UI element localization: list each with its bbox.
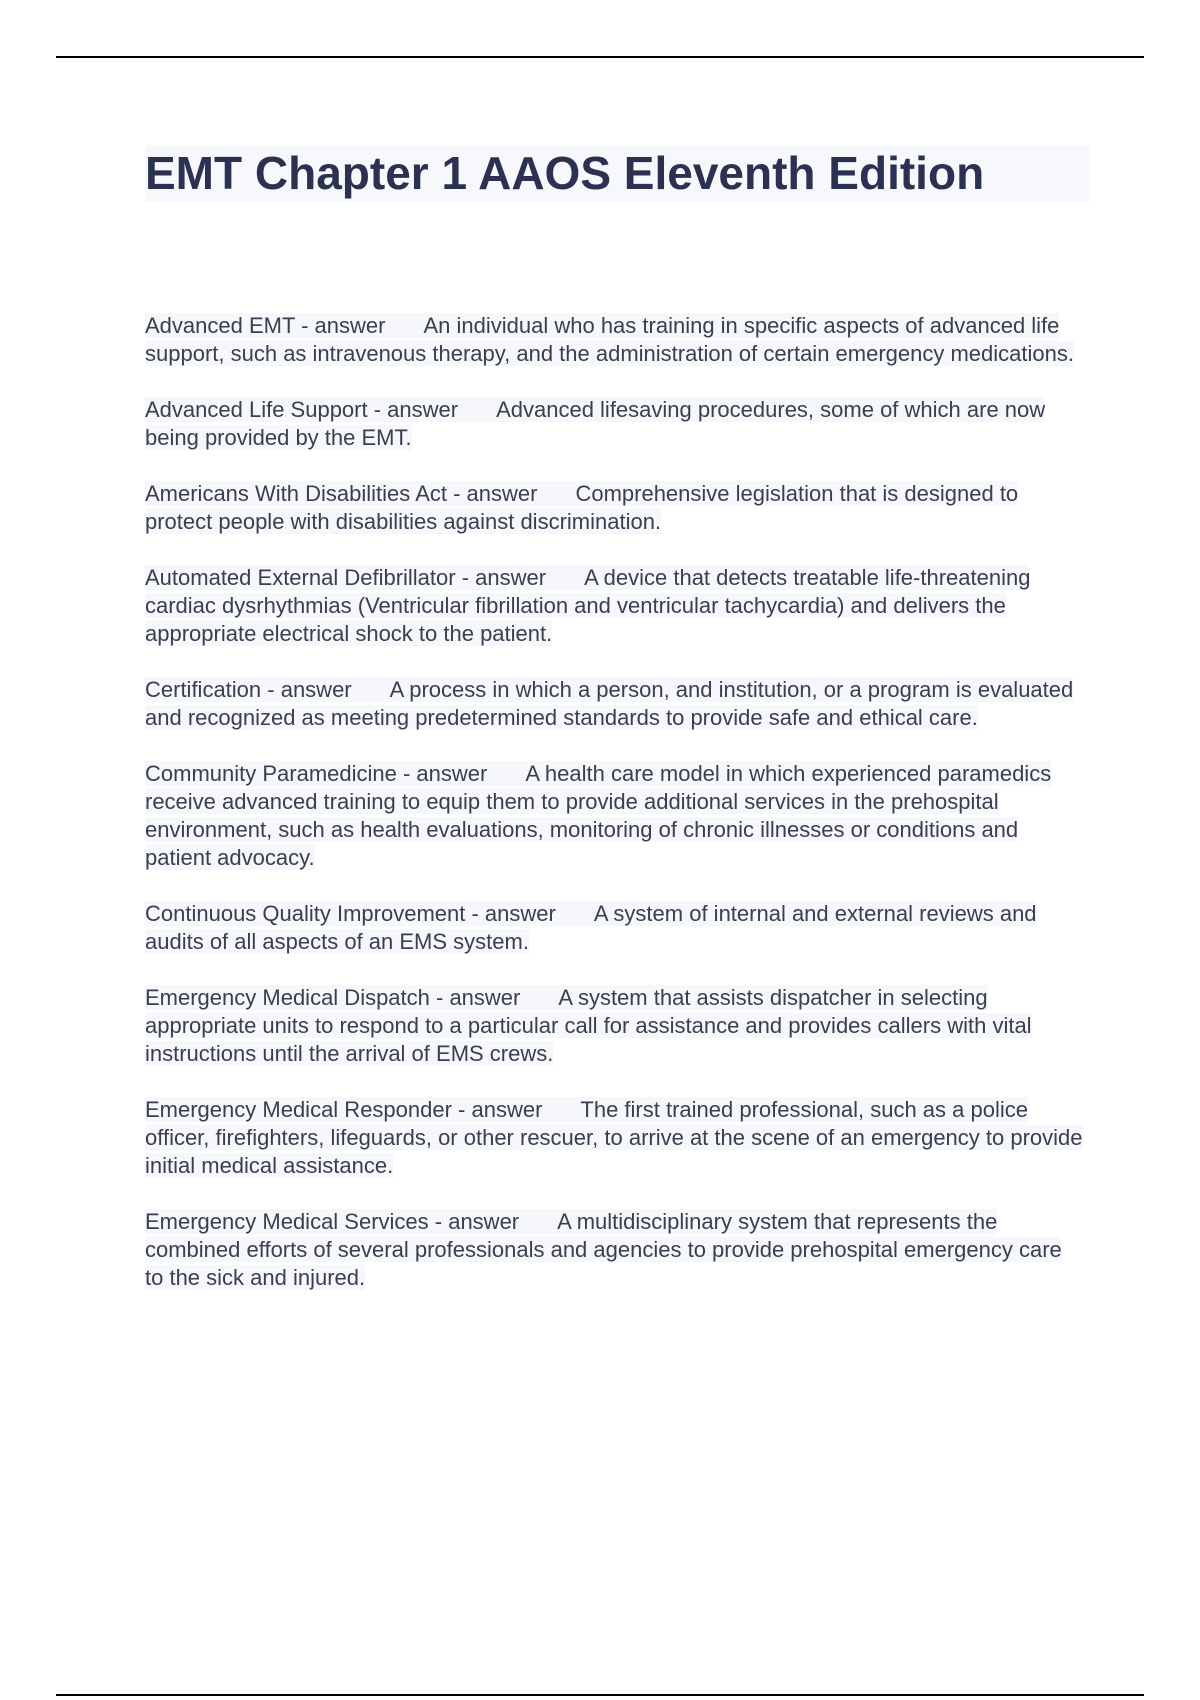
entry-definition: A system of internal and external reviews and audits of all aspects of an EMS system. bbox=[145, 901, 1037, 954]
entry-definition: Comprehensive legislation that is designed to protect people with disabilities against discrimination. bbox=[145, 481, 1019, 534]
entry-term: Emergency Medical Dispatch - answer bbox=[145, 985, 521, 1010]
bottom-rule bbox=[56, 1694, 1144, 1696]
glossary-entry bbox=[145, 760, 1085, 872]
glossary-entry bbox=[145, 312, 1085, 368]
entry-term: Advanced Life Support - answer bbox=[145, 397, 459, 422]
glossary-entry bbox=[145, 900, 1085, 956]
glossary-entry bbox=[145, 480, 1085, 536]
entry-term: Automated External Defibrillator - answer bbox=[145, 565, 547, 590]
entry-definition: Advanced lifesaving procedures, some of which are now being provided by the EMT. bbox=[145, 397, 1046, 450]
glossary-entry bbox=[145, 1208, 1085, 1292]
entry-definition: A device that detects treatable life-threatening cardiac dysrhythmias (Ventricular fibrillation and ventricular tachycardia) and delivers the appropriate electrical shock to the patient. bbox=[145, 565, 1031, 646]
entry-term: Emergency Medical Services - answer bbox=[145, 1209, 520, 1234]
glossary-entry bbox=[145, 1096, 1085, 1180]
entry-definition: A multidisciplinary system that represents the combined efforts of several professionals and agencies to provide prehospital emergency care to the sick and injured. bbox=[145, 1209, 1062, 1290]
glossary-entry bbox=[145, 564, 1085, 648]
glossary-entry bbox=[145, 396, 1085, 452]
entry-term: Continuous Quality Improvement - answer bbox=[145, 901, 556, 926]
entry-definition: A process in which a person, and institution, or a program is evaluated and recognized as meeting predetermined standards to provide safe and ethical care. bbox=[145, 677, 1074, 730]
page-title: EMT Chapter 1 AAOS Eleventh Edition bbox=[145, 147, 985, 199]
entry-definition: A health care model in which experienced paramedics receive advanced training to equip them to provide additional services in the prehospital environment, such as health evaluations, monitoring of chronic illnesses or conditions and patient advocacy. bbox=[145, 761, 1052, 870]
entry-term: Americans With Disabilities Act - answer bbox=[145, 481, 538, 506]
entry-term: Community Paramedicine - answer bbox=[145, 761, 488, 786]
entry-term: Emergency Medical Responder - answer bbox=[145, 1097, 543, 1122]
entry-definition: An individual who has training in specific aspects of advanced life support, such as intravenous therapy, and the administration of certain emergency medications. bbox=[145, 313, 1074, 366]
entry-definition: The first trained professional, such as a police officer, firefighters, lifeguards, or other rescuer, to arrive at the scene of an emergency to provide initial medical assistance. bbox=[145, 1097, 1083, 1178]
entry-term: Advanced EMT - answer bbox=[145, 313, 386, 338]
entry-definition: A system that assists dispatcher in selecting appropriate units to respond to a particular call for assistance and provides callers with vital instructions until the arrival of EMS crews. bbox=[145, 985, 1032, 1066]
glossary-entry bbox=[145, 984, 1085, 1068]
glossary-entry bbox=[145, 676, 1085, 732]
top-rule bbox=[56, 56, 1144, 58]
entry-term: Certification - answer bbox=[145, 677, 352, 702]
glossary-list bbox=[145, 312, 1085, 1320]
